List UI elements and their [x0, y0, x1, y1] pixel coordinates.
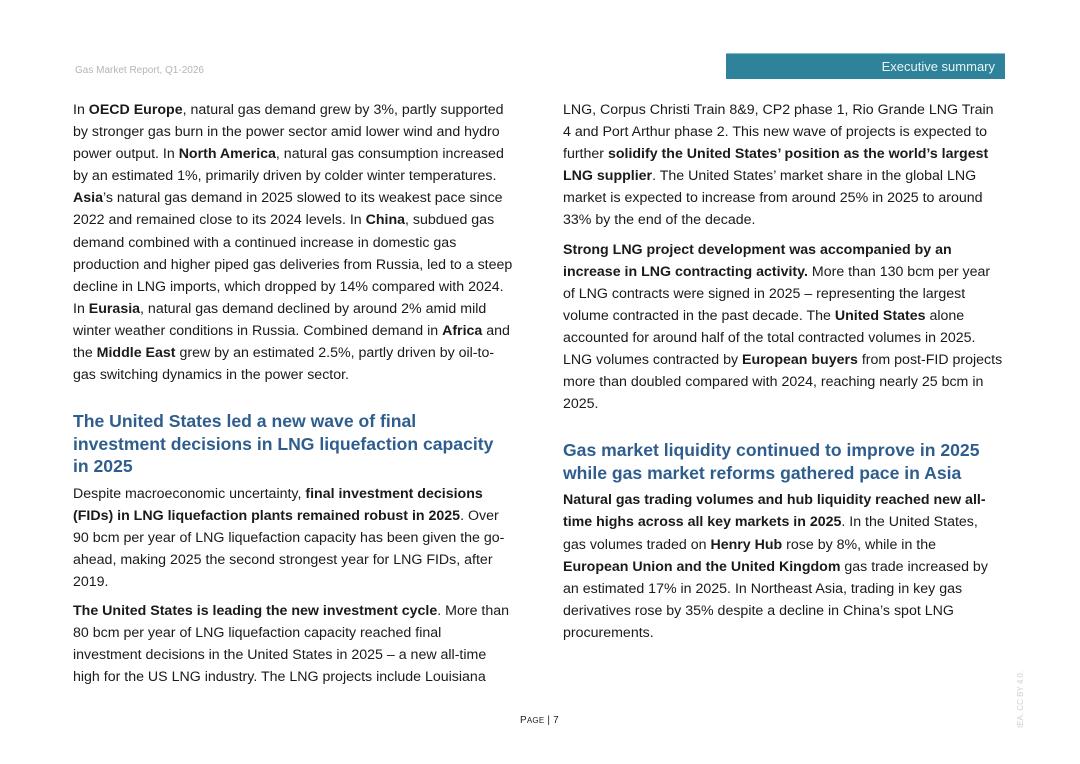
bold-us-leading: The United States is leading the new investment cycle: [73, 603, 438, 620]
text: and the: [73, 322, 510, 362]
page-number-value: 7: [553, 715, 559, 726]
page-label-initial: P: [520, 715, 527, 726]
bold-asia: Asia: [73, 190, 103, 207]
text: . More than 80 bcm per year of LNG liquefaction capacity reached final investment decisions in the United States in 2025 – a new all-time high for the US LNG industry. The LNG projects include Louisiana: [73, 603, 510, 686]
bold-eu-uk: European Union and the United Kingdom: [563, 558, 841, 575]
section-banner: [726, 53, 1005, 79]
bold-africa: Africa: [442, 322, 483, 339]
bold-eurasia: Eurasia: [88, 300, 141, 317]
text: gas trade increased by an estimated 17% in 2025. In Northeast Asia, trading in key gas derivatives rose by 35% despite a decline in China’s spot LNG procurements.: [563, 558, 988, 641]
bold-united-states: United States: [834, 307, 926, 324]
paragraph-regional-demand: [73, 99, 513, 386]
text: . In the United States, gas volumes traded on: [563, 514, 978, 553]
paragraph-us-investment: [73, 600, 513, 688]
bold-us-position: solidify the United States’ position as the world’s largest LNG supplier: [563, 146, 989, 185]
section-heading-lng-fids: The United States led a new wave of final investment decisions in LNG liquefaction capacity in 2025: [73, 411, 494, 477]
bold-fids-robust: final investment decisions (FIDs) in LNG liquefaction plants remained robust in 2025: [73, 485, 483, 524]
bold-contracting: Strong LNG project development was accompanied by an increase in LNG contracting activity.: [563, 241, 952, 280]
bold-middle-east: Middle East: [96, 345, 176, 362]
paragraph-liquidity: [563, 489, 1003, 644]
page-separator: |: [544, 715, 554, 726]
text: In: [73, 102, 89, 118]
text: grew by an estimated 2.5%, partly driven by oil-to-gas switching dynamics in the power sector.: [73, 345, 495, 384]
bold-china: China: [365, 212, 406, 229]
bold-henry-hub: Henry Hub: [710, 536, 783, 553]
bold-trading-volumes: Natural gas trading volumes and hub liquidity reached new all-time highs across all key markets in 2025: [563, 492, 986, 531]
text: LNG, Corpus Christi Train 8&9, CP2 phase 1, Rio Grande LNG Train 4 and Port Arthur phase 2. This new wave of projects is expected to further: [563, 102, 994, 163]
paragraph-contracting: [563, 239, 1003, 416]
section-heading-liquidity: Gas market liquidity continued to improve in 2025 while gas market reforms gathered pace in Asia: [563, 440, 980, 483]
bold-north-america: North America: [178, 146, 276, 163]
bold-oecd-europe: OECD Europe: [88, 102, 183, 118]
text: from post-FID projects more than doubled compared with 2024, reaching nearly 25 bcm in 2025.: [563, 352, 1003, 413]
text: rose by 8%, while in the: [782, 536, 936, 553]
page-label-rest: AGE: [526, 716, 545, 725]
text: More than 130 bcm per year of LNG contracts were signed in 2025 – representing the largest volume contracted in the past decade. The: [563, 263, 991, 324]
license-notice: IEA. CC BY 4.0.: [1016, 670, 1025, 728]
text: , natural gas consumption increased by an estimated 1%, primarily driven by colder winter temperatures.: [73, 146, 504, 185]
left-column: [73, 99, 513, 689]
text: ’s natural gas demand in 2025 slowed to its weakest pace since 2022 and remained close to its 2024 levels. In: [73, 190, 503, 229]
paragraph-us-projects: [563, 99, 1003, 232]
text: , natural gas demand declined by around 2% amid mild winter weather conditions in Russia. Combined demand in: [73, 300, 487, 339]
right-column: [563, 99, 1003, 644]
section-label: Executive summary: [881, 59, 995, 74]
bold-european-buyers: European buyers: [742, 352, 858, 369]
text: . Over 90 bcm per year of LNG liquefaction capacity has been given the go-ahead, making 2025 the second strongest year for LNG FIDs, after 2019.: [73, 507, 505, 591]
text: alone accounted for around half of the total contracted volumes in 2025. LNG volumes contracted by: [563, 307, 976, 369]
page-number: [520, 715, 559, 726]
paragraph-fids: [73, 483, 513, 593]
report-title: Gas Market Report, Q1-2026: [75, 65, 204, 76]
text: , natural gas demand grew by 3%, partly supported by stronger gas burn in the power sector amid lower wind and hydro power output. In: [73, 102, 504, 163]
text: Despite macroeconomic uncertainty,: [73, 485, 306, 502]
text: , subdued gas demand combined with a continued increase in domestic gas production and higher piped gas deliveries from Russia, led to a steep decline in LNG imports, which dropped by 14% compared with 2024. In: [73, 212, 513, 317]
text: . The United States’ market share in the global LNG market is expected to increase from around 25% in 2025 to around 33% by the end of the decade.: [563, 168, 983, 229]
